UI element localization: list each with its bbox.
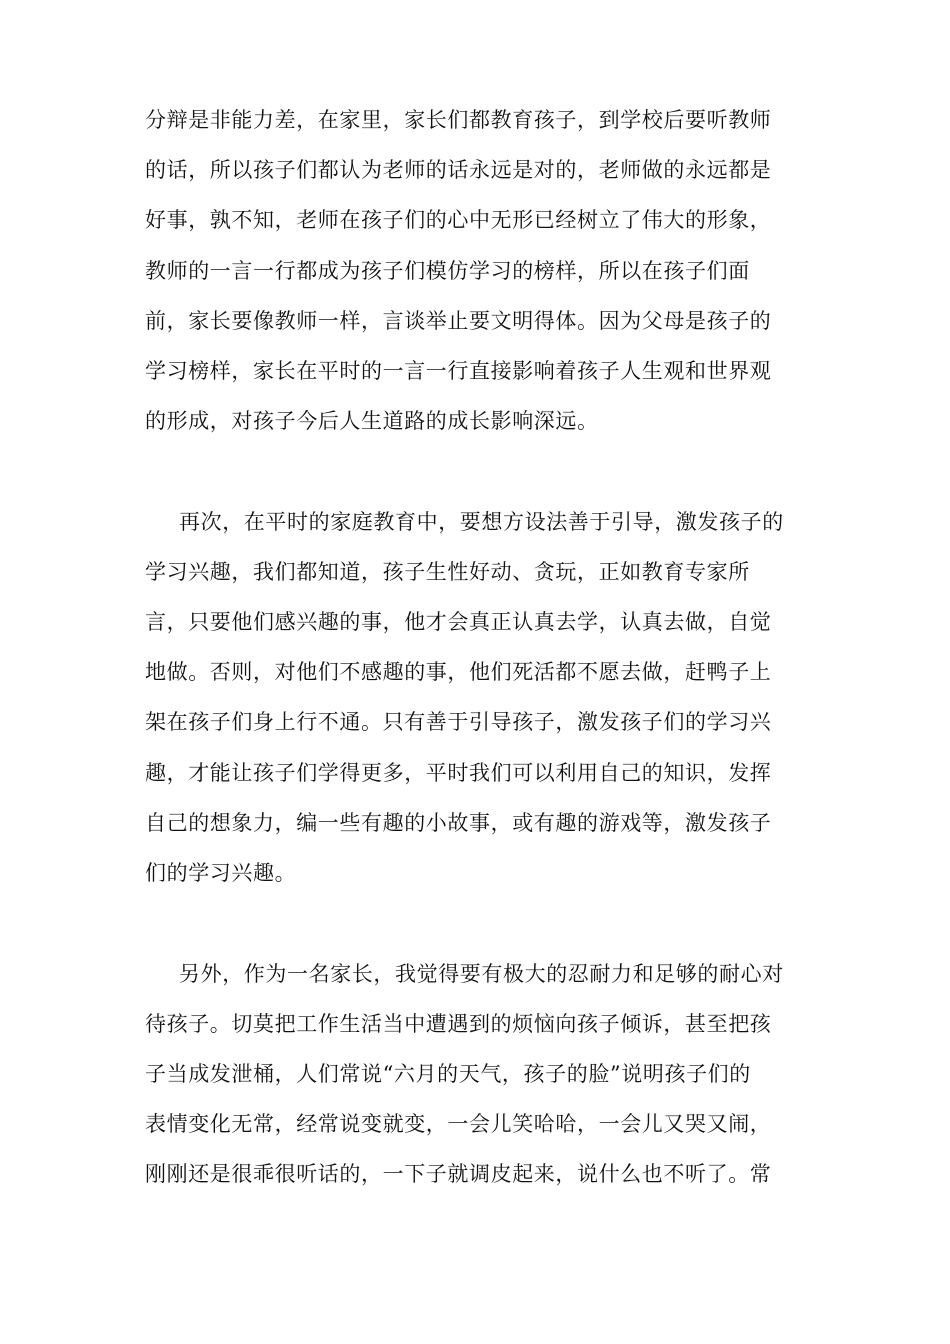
text-line: 另外，作为一名家长，我觉得要有极大的忍耐力和足够的耐心对 — [179, 962, 784, 986]
text-line: 前，家长要像教师一样，言谈举止要文明得体。因为父母是孩子的 — [145, 309, 772, 333]
text-line: 再次，在平时的家庭教育中，要想方设法善于引导，激发孩子的 — [179, 510, 784, 534]
text-line: 地做。否则，对他们不感趣的事，他们死活都不愿去做，赶鸭子上 — [145, 660, 772, 684]
text-line: 学习兴趣，我们都知道，孩子生性好动、贪玩，正如教育专家所 — [145, 560, 750, 584]
text-line: 子当成发泄桶，人们常说“六月的天气，孩子的脸”说明孩子们的 — [145, 1062, 751, 1086]
text-line: 学习榜样，家长在平时的一言一行直接影响着孩子人生观和世界观 — [145, 359, 772, 383]
text-line: 表情变化无常，经常说变就变，一会儿笑哈哈，一会儿又哭又闹， — [145, 1112, 772, 1136]
text-line: 好事，孰不知，老师在孩子们的心中无形已经树立了伟大的形象， — [145, 208, 772, 232]
text-line: 刚刚还是很乖很听话的，一下子就调皮起来，说什么也不听了。常 — [145, 1162, 772, 1186]
text-line: 的话，所以孩子们都认为老师的话永远是对的，老师做的永远都是 — [145, 158, 772, 182]
text-line: 待孩子。切莫把工作生活当中遭遇到的烦恼向孩子倾诉，甚至把孩 — [145, 1012, 772, 1036]
text-line: 言，只要他们感兴趣的事，他才会真正认真去学，认真去做，自觉 — [145, 610, 772, 634]
text-line: 分辩是非能力差，在家里，家长们都教育孩子，到学校后要听教师 — [145, 108, 772, 132]
text-line: 的形成，对孩子今后人生道路的成长影响深远。 — [145, 409, 599, 433]
text-line: 们的学习兴趣。 — [145, 861, 297, 885]
text-line: 趣，才能让孩子们学得更多，平时我们可以利用自己的知识，发挥 — [145, 761, 772, 785]
text-line: 架在孩子们身上行不通。只有善于引导孩子，激发孩子们的学习兴 — [145, 710, 772, 734]
text-line: 自己的想象力，编一些有趣的小故事，或有趣的游戏等，激发孩子 — [145, 811, 772, 835]
text-line: 教师的一言一行都成为孩子们模仿学习的榜样，所以在孩子们面 — [145, 259, 750, 283]
